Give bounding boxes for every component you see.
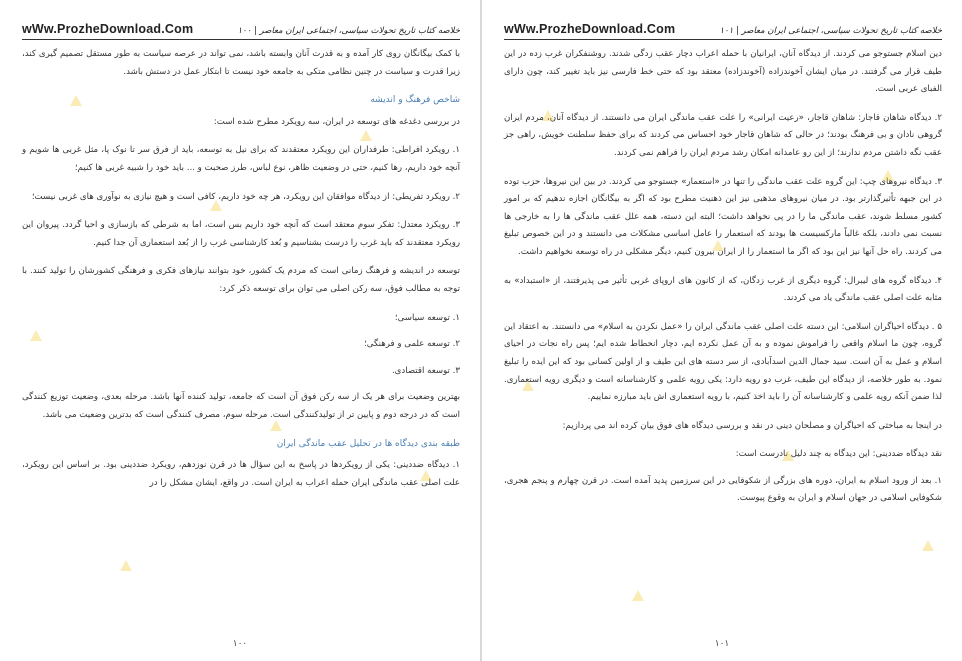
right-page-header [504, 14, 942, 40]
paragraph: ۳. دیدگاه نیروهای چپ: این گروه علت عقب ماندگی را تنها در «استعمار» جستوجو می کردند. در بین این نیروها، حزب توده در این جبهه تأثیرگذارتر بود. در میان نیروهای مذهبی نیز این ذهنیت مطرح بود که اگر به بیگانگان اجازه ندهیم که بر امور کشور مسلط شوند، عقب ماندگی ما را در پی نخواهد داشت؛ البته این دسته، همه علل عقب ماندگی ها را به خارجی ها نسبت نمی دادند، بلکه غالباً مارکسیست ها بودند که استعمار را عامل اساسی مشکلات می دانستند و در این خصوص تبلیغ می کردند. راه حل آنها نیز این بود که اگر ما استعمار را از ایران بیرون کنیم، دیگر مشکلی در راه توسعه نخواهیم داشت. [504, 176, 942, 257]
paragraph: ۲. دیدگاه شاهان قاجار: شاهان قاجار، «رعیت ایرانی» را علت عقب ماندگی ایران می دانستند. از دیدگاه آنان، مردم ایران گروهی نادان و بی فرهنگ بودند؛ در حالی که شاهان قاجار خود احساس می کردند که برای حفظ سلطنت خویش، راهی جز عقب نگه داشتن مردم ندارند؛ از این رو عامدانه امکان رشد مردم ایران را فراهم نمی کردند. [504, 112, 942, 158]
paragraph: در بررسی دغدغه های توسعه در ایران، سه رویکرد مطرح شده است: [213, 116, 460, 127]
paragraph: ۲. توسعه علمی و فرهنگی؛ [364, 339, 460, 350]
paragraph: ۵ . دیدگاه احیاگران اسلامی: این دسته علت اصلی عقب ماندگی ایران را «عمل نکردن به اسلام» می دانستند. به اعتقاد این گروه، چون ما اسلام واقعی را فراموش نموده و به آن عمل نکرده ایم، دچار انحطاط شده ایم؛ پس راه نجات در احیای اسلام و عمل به آن است. سید جمال الدین اسدآبادی، از سر دسته های این طیف و از اولین کسانی بود که این ایده را تبلیغ نمود. به طور خلاصه، از دیدگاه این طیف، غرب دو رویه دارد: یکی رویه علمی و کارشناسانه است و دیگری رویه استعماری. لذا ضمن آنکه رویه علمی و کارشناسانه آن را باید اخذ کنیم، با رویه استعماری اش باید مبارزه نماییم. [504, 321, 942, 403]
paragraph: نقد دیدگاه ضددینی: این دیدگاه به چند دلیل نادرست است: [735, 449, 942, 460]
paragraph: ۱. رویکرد افراطی: طرفداران این رویکرد معتقدند که برای نیل به توسعه، باید از فرق سر تا نوک پا، مثل غربی ها شویم و آنچه خود داریم، رها کنیم، حتی در وضعیت ظاهر، نوع لباس، طرز صحبت و ... باید خود را شبیه غربی ها کنیم؛ [22, 145, 460, 173]
running-title: خلاصه کتاب تاریخ تحولات سیاسی، اجتماعی ایران معاصر | ۱۰۰ [237, 26, 460, 36]
left-page [0, 0, 480, 661]
website-watermark-text: wWw.ProzheDownload.Com [22, 22, 194, 36]
paragraph: ۱. بعد از ورود اسلام به ایران، دوره های بزرگی از شکوفایی در این سرزمین پدید آمده است. در قرن چهارم و پنجم هجری، شکوفایی اسلامی در جهان اسلام و ایران به وقوع پیوست. [504, 475, 942, 504]
right-page-body [504, 46, 942, 631]
paragraph: در اینجا به مباحثی که احیاگران و مصلحان دینی در نقد و بررسی دیدگاه های فوق بیان کرده اند می پردازیم: [562, 420, 942, 431]
left-page-body [22, 46, 460, 631]
left-page-header [22, 14, 460, 40]
paragraph: ۴. دیدگاه گروه های لیبرال: گروه دیگری از غرب زدگان، که از کانون های اروپای غربی تأثیر می پذیرفتند، از «استبداد» به مثابه علت اصلی عقب ماندگی یاد می کردند. [504, 275, 942, 304]
page-number: ۱۰۱ [714, 639, 730, 649]
paragraph: دین اسلام جستوجو می کردند. از دیدگاه آنان، ایرانیان با حمله اعراب دچار عقب زدگی شدند. روشنفکران غرب زده در این طیف قرار می گرفتند. در میان ایشان آخوندزاده (آخوندزاده) معتقد بود که حتی خط فارسی نیز باید تغییر کند، چون دارای الفبای عربی است. [504, 49, 942, 95]
paragraph: توسعه در اندیشه و فرهنگ زمانی است که مردم یک کشور، خود بتوانند نیازهای فکری و فرهنگی کشورشان را تولید کنند. با توجه به مطالب فوق، سه رکن اصلی می توان برای توسعه ذکر کرد: [22, 266, 460, 294]
paragraph: ۳. رویکرد معتدل: تفکر سوم معتقد است که آنچه خود داریم بس است، اما به شرطی که بازسازی و احیا گردد. پیروان این رویکرد معتقدند که باید غرب را درست بشناسیم و بُعد کارشناسی غرب را از بُعد استعماری آن جدا کنیم. [22, 220, 460, 248]
paragraph: با کمک بیگانگان روی کار آمده و به قدرت آنان وابسته باشد، نمی تواند در عرصه سیاست به طور مستقل تصمیم گیری کند، زیرا قدرت و سیاست در چنین نظامی متکی به جامعه خود نیست تا ابتکار عمل در دستش باشد. [22, 49, 460, 77]
section-heading: شاخص فرهنگ و اندیشه [370, 95, 460, 106]
paragraph: ۲. رویکرد تفریطی: از دیدگاه موافقان این رویکرد، هر چه خود داریم، کافی است و هیچ نیازی به نوآوری های غربی نیست؛ [31, 191, 460, 202]
paragraph: بهترین وضعیت برای هر یک از سه رکن فوق آن است که جامعه، تولید کننده آنها باشد. مرحله بعدی، وضعیت توزیع کنندگی است که در درجه دوم و پایین تر از تولیدکنندگی است. مرحله سوم، مصرف کنندگی است که بدترین وضعیت می باشد. [22, 392, 460, 420]
website-watermark-text: wWw.ProzheDownload.Com [504, 22, 676, 36]
running-title: خلاصه کتاب تاریخ تحولات سیاسی، اجتماعی ایران معاصر | ۱۰۱ [719, 26, 942, 36]
page-number: ۱۰۰ [232, 639, 248, 649]
paragraph: ۱. توسعه سیاسی؛ [394, 312, 460, 323]
paragraph: ۳. توسعه اقتصادی. [391, 365, 460, 376]
section-heading: طبقه بندی دیدگاه ها در تحلیل عقب ماندگی ایران [276, 438, 460, 449]
right-page [482, 0, 962, 661]
paragraph: ۱. دیدگاه ضددینی: یکی از رویکردها در پاسخ به این سؤال ها در قرن نوزدهم، رویکرد ضددینی بود. بر اساس این رویکرد، علت اصلی عقب ماندگی ایران حمله اعراب به ایران است. در واقع، ایشان مشکل را در [22, 460, 460, 488]
